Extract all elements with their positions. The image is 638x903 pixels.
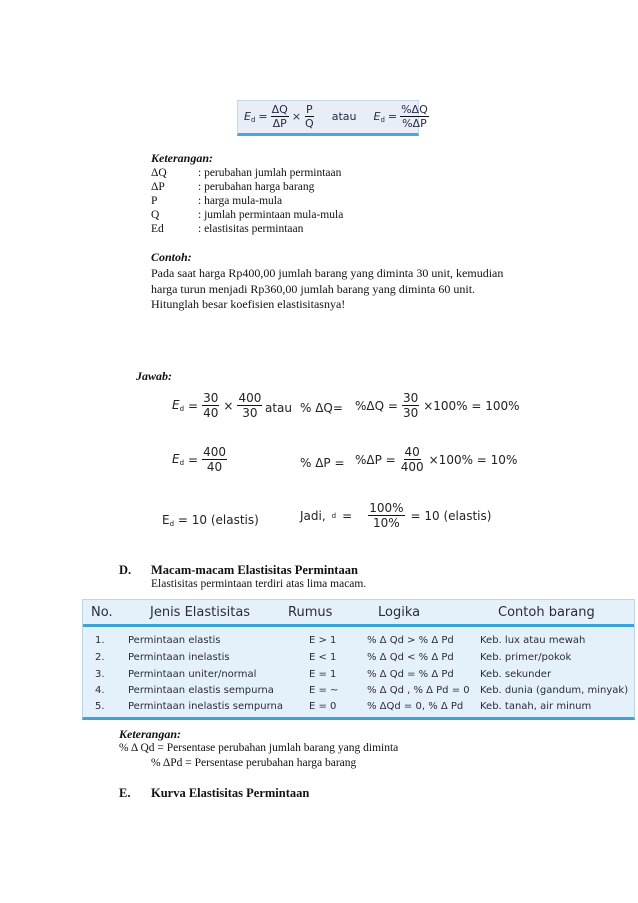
answer-row-2-right: %ΔP = $\frac{40}{400}$ ×100% = 10% <box>355 445 518 474</box>
keterangan-2-line-1: % Δ Qd = Persentase perubahan jumlah barang yang diminta <box>119 742 399 754</box>
header-jenis: Jenis Elastisitas <box>150 605 251 620</box>
contoh-title: Contoh: <box>151 250 192 264</box>
contoh-line: harga turun menjadi Rp360,00 jumlah barang yang diminta 60 unit. <box>151 282 476 296</box>
fraction-percent: $\frac{\%\Delta Q}{\%\Delta P}$ <box>401 103 428 130</box>
formula-eq: = <box>258 110 268 123</box>
answer-pct-dp-label: % ΔP = <box>300 456 345 470</box>
section-d-letter: D. <box>119 563 132 577</box>
formula-lhs-2: E <box>373 109 381 123</box>
definition-row: P : harga mula-mula <box>151 195 283 207</box>
elasticity-formula <box>244 104 429 129</box>
answer-atau: atau <box>265 401 293 415</box>
jawab-title: Jawab: <box>136 369 172 383</box>
formula-lhs-sub-2: d <box>380 115 385 124</box>
formula-lhs-sub: d <box>250 115 256 124</box>
definition-row: Q : jumlah permintaan mula-mula <box>151 209 344 221</box>
table-header <box>83 600 634 627</box>
definition-row: ΔQ : perubahan jumlah permintaan <box>151 167 342 179</box>
elasticity-table: No. Jenis Elastisitas Rumus Logika Contoh barang 1. Permintaan elastis E > 1 % Δ Qd > % Δ Pd Keb. lux atau mewah 2. Permintaan inelastis E < 1 % Δ Qd < % Δ Pd Keb. primer/pokok 3. Permintaan uniter/normal E = 1 % Δ Qd = % Δ Pd Keb. sekunder 4. Permintaan elastis sempurna E = ~ % Δ Qd , % Δ Pd = 0 Keb. dunia (gandum, minyak) 5. Permintaan inelastis sempurna E = 0 % ΔQd = 0, % Δ Pd Keb. tanah, air minum <box>82 599 635 720</box>
header-contoh: Contoh barang <box>498 605 595 620</box>
fraction-dq-dp: $\frac{\Delta Q}{\Delta P}$ <box>271 103 288 130</box>
fraction-p-q: $\frac{P}{Q}$ <box>305 103 314 130</box>
definition-row: ΔP : perubahan harga barang <box>151 181 315 193</box>
formula-eq-2: = <box>387 110 398 123</box>
keterangan-title: Keterangan: <box>151 151 214 165</box>
answer-row-1-right: %ΔQ = $\frac{30}{30}$ ×100% = 100% <box>355 391 520 420</box>
keterangan-2-title: Keterangan: <box>119 727 182 741</box>
answer-row-3-left: $E_d = 10$ (elastis) <box>162 513 259 528</box>
answer-row-2-left: $E_d$ = $\frac{400}{40}$ <box>172 445 227 474</box>
section-d-title: Macam-macam Elastisitas Permintaan <box>151 563 358 577</box>
section-d-intro: Elastisitas permintaan terdiri atas lima macam. <box>151 578 367 590</box>
contoh-line: Pada saat harga Rp400,00 jumlah barang yang diminta 30 unit, kemudian <box>151 266 504 280</box>
section-e-title: Kurva Elastisitas Permintaan <box>151 786 310 800</box>
keterangan-2-line-2: % ΔPd = Persentase perubahan harga barang <box>151 757 357 769</box>
section-e-letter: E. <box>119 786 131 800</box>
times-sign: × <box>291 110 302 123</box>
header-logika: Logika <box>378 605 421 620</box>
answer-row-1-left: $E_d$ = $\frac{30}{40}$ × $\frac{400}{30}$ <box>172 391 262 420</box>
answer-pct-dq-label: % ΔQ= <box>300 401 343 415</box>
header-no: No. <box>91 605 113 620</box>
answer-row-3-right: Jadi, d = $\frac{100\%}{10\%}$ = 10 (elastis) <box>300 501 492 530</box>
formula-atau: atau <box>331 110 357 123</box>
formula-lhs: E <box>244 109 251 123</box>
formula-box <box>237 100 428 136</box>
contoh-line: Hitunglah besar koefisien elastisitasnya! <box>151 297 346 311</box>
header-rumus: Rumus <box>288 605 333 620</box>
definition-row: Ed : elastisitas permintaan <box>151 223 304 235</box>
